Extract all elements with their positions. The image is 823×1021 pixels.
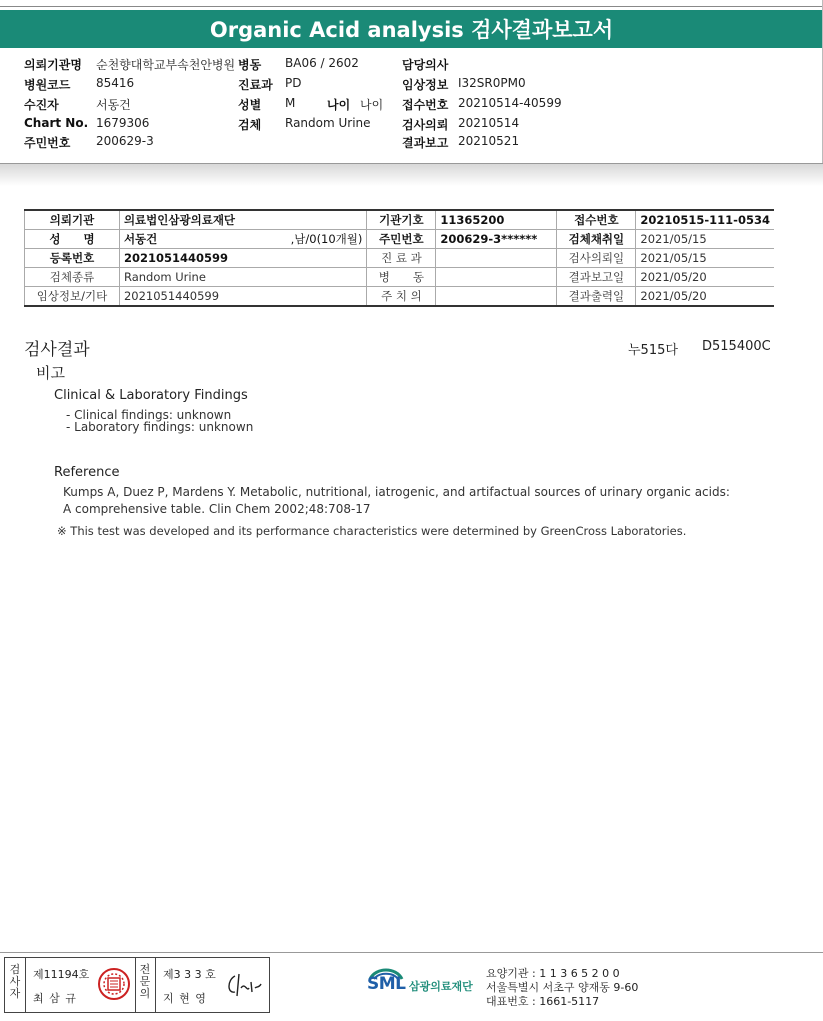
signature-divider [155,958,156,1012]
cell-label: 주민번호 [367,230,436,249]
org-address: 서울특별시 서초구 양재동 9-60 [486,981,639,994]
signature-divider [25,958,26,1012]
table-row [25,249,775,268]
table-row [25,230,775,249]
cell-value [436,268,557,287]
cell-label: 임상정보/기타 [25,287,120,307]
patient-info-table [24,209,774,307]
cell-value: 2021/05/20 [636,268,774,287]
cell-label: 접수번호 [557,210,636,230]
signature-icon [225,970,263,1000]
cell-value: 20210515-111-0534 [636,210,774,230]
cell-label: 의뢰기관 [25,210,120,230]
cell-label: 병 동 [367,268,436,287]
value-chart-no: 1679306 [96,116,150,130]
label-request-date: 검사의뢰 [402,118,449,132]
cell-value: 2021051440599 [119,249,366,268]
cell-value: 2021051440599 [119,287,366,307]
patient-sex-age: ,남/0(10개월) [290,232,363,246]
cell-label: 등록번호 [25,249,120,268]
confirmer-name: 지 현 영 [163,992,207,1005]
seal-icon [97,967,131,1001]
label-doctor: 담당의사 [402,58,449,72]
patient-name: 서동건 [123,232,158,246]
reference-line-1: Kumps A, Duez P, Mardens Y. Metabolic, nutritional, iatrogenic, and artifactual sources of urinary organic acids: [63,485,730,499]
cell-value [436,249,557,268]
label-age: 나이 [327,98,351,112]
validation-note: ※ This test was developed and its performance characteristics were determined by GreenCross Laboratories. [57,524,687,538]
label-patient: 수진자 [24,98,59,112]
label-receipt-no: 접수번호 [402,98,449,112]
cell-label: 결과출력일 [557,287,636,307]
result-code-2: D515400C [702,339,771,354]
cell-label: 기관기호 [367,210,436,230]
cell-value: 2021/05/15 [636,249,774,268]
label-department: 진료과 [238,78,273,92]
report-title-bar [0,10,823,48]
result-section-title: 검사결과 [24,340,90,360]
value-request-date: 20210514 [458,116,520,130]
cell-label: 검체종류 [25,268,120,287]
top-rule [0,6,823,7]
org-code: 요양기관 : 1 1 3 6 5 2 0 0 [486,967,620,980]
label-hospital-code: 병원코드 [24,78,71,92]
value-sex: M [285,96,296,110]
foundation-name: 삼광의료재단 [409,980,473,993]
cell-value [436,287,557,307]
confirmer-label: 전문의 [139,963,151,1000]
logo-text: SML [367,974,406,994]
reference-line-2: A comprehensive table. Clin Chem 2002;48:708-17 [63,502,371,516]
cell-label: 진 료 과 [367,249,436,268]
remarks-title: 비고 [36,364,65,382]
result-code-1: 누515다 [628,343,678,358]
cell-label: 결과보고일 [557,268,636,287]
value-receipt-no: 20210514-40599 [458,96,562,110]
cell-label: 검체채취일 [557,230,636,249]
cell-label: 성 명 [25,230,120,249]
value-age: 나이 [360,98,384,112]
cell-label: 검사의뢰일 [557,249,636,268]
reference-title: Reference [54,465,120,480]
label-ward: 병동 [238,58,262,72]
signature-box [4,957,270,1013]
value-specimen: Random Urine [285,116,371,130]
cell-value: 2021/05/20 [636,287,774,307]
value-requester: 순천향대학교부속천안병원 [96,58,236,72]
table-row [25,268,775,287]
confirmer-license-no: 제3 3 3 호 [163,968,216,981]
label-specimen: 검체 [238,118,262,132]
cell-value: 11365200 [436,210,557,230]
findings-title: Clinical & Laboratory Findings [54,388,248,403]
header-shadow [0,164,823,186]
label-sex: 성별 [238,98,262,112]
label-clinical-info: 임상정보 [402,78,449,92]
label-chart-no: Chart No. [24,116,89,130]
inspector-name: 최 삼 규 [33,992,77,1005]
report-title: Organic Acid analysis 검사결과보고서 [209,18,614,42]
signature-divider [135,958,136,1012]
value-hospital-code: 85416 [96,76,135,90]
value-ward: BA06 / 2602 [285,56,359,70]
inspector-license-no: 제11194호 [33,968,90,981]
cell-label: 주 치 의 [367,287,436,307]
table-row [25,210,775,230]
value-clinical-info: I32SR0PM0 [458,76,526,90]
label-requester: 의뢰기관명 [24,58,82,72]
table-row [25,287,775,307]
cell-value: 의료법인삼광의료재단 [119,210,366,230]
value-department: PD [285,76,302,90]
inspector-label: 검사자 [9,963,21,1000]
value-resident-no: 200629-3 [96,134,154,148]
cell-value: Random Urine [119,268,366,287]
label-resident-no: 주민번호 [24,136,71,150]
finding-clinical: - Clinical findings: unknown [66,408,232,422]
value-patient: 서동건 [96,98,131,112]
cell-value: 200629-3****** [436,230,557,249]
footer-divider [0,952,823,953]
value-report-date: 20210521 [458,134,520,148]
cell-value-name [119,230,366,249]
cell-value: 2021/05/15 [636,230,774,249]
finding-laboratory: - Laboratory findings: unknown [66,420,254,434]
org-phone: 대표번호 : 1661-5117 [486,995,600,1008]
label-report-date: 결과보고 [402,136,449,150]
